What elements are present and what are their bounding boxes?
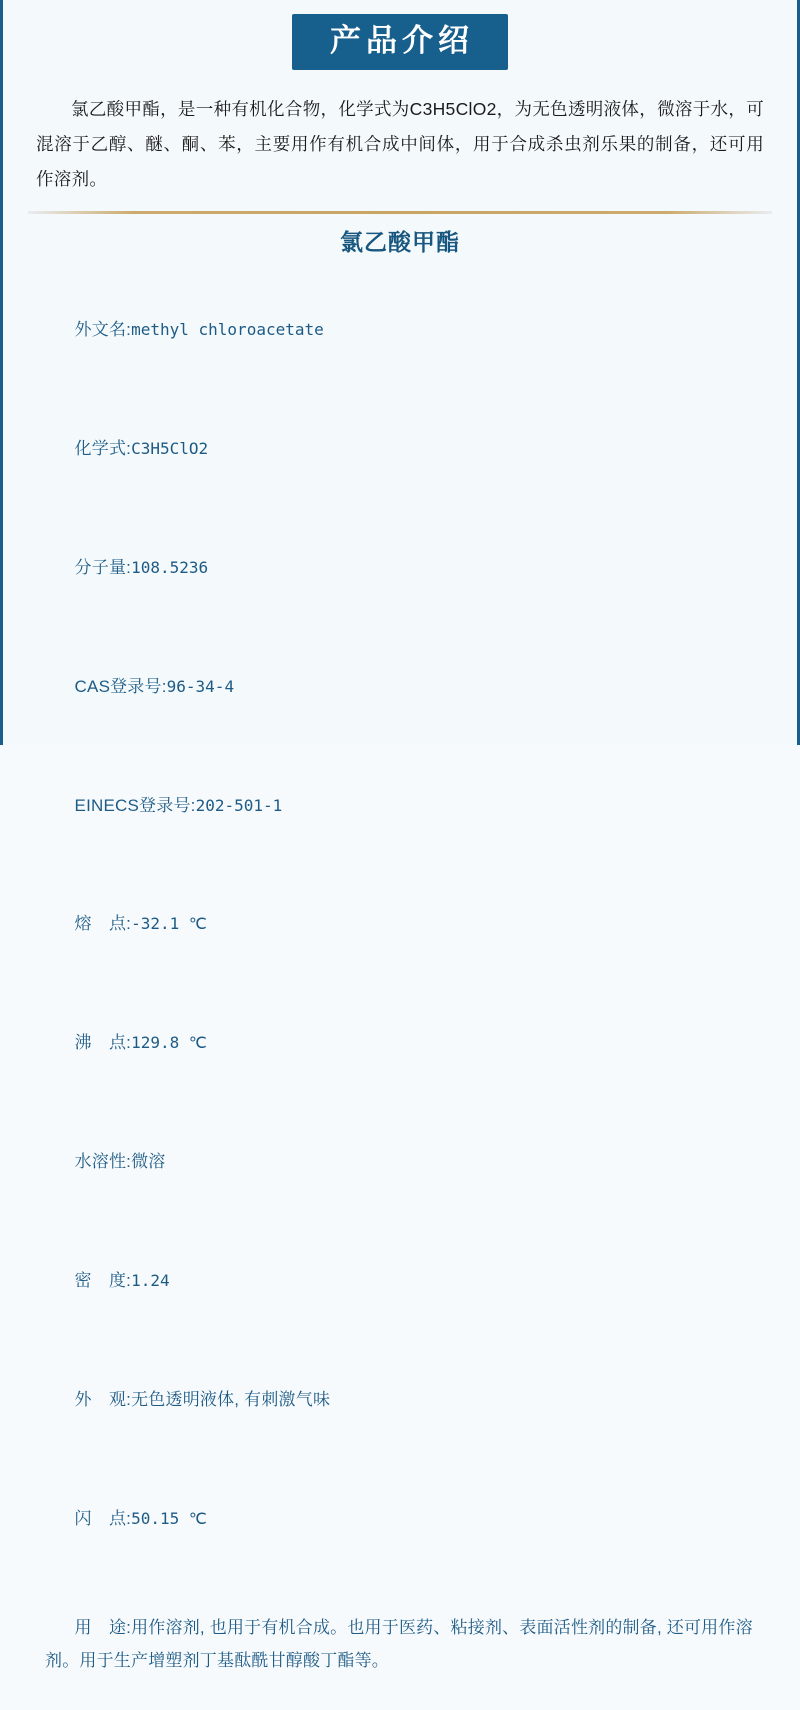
spec-item-appearance: [45, 1340, 755, 1459]
spec-separator: :: [126, 439, 132, 459]
spec-separator: :: [190, 795, 196, 815]
spec-item-density: [45, 1221, 755, 1340]
spec-item-foreign-name: [45, 271, 755, 390]
spec-value: -32.1 ℃: [131, 914, 207, 934]
spec-item-einecs-number: [45, 746, 755, 865]
spec-value: 108.5236: [131, 557, 209, 577]
product-name-heading: 氯乙酸甲酯: [340, 228, 460, 255]
spec-item-usage: [45, 1578, 755, 1710]
spec-separator: :: [126, 1617, 132, 1637]
spec-value: 129.8 ℃: [131, 1033, 207, 1053]
spec-label: 外 观: [74, 1389, 127, 1409]
spec-label: 外文名: [74, 320, 127, 340]
page-title-area: [0, 0, 800, 70]
spec-separator: :: [126, 320, 132, 340]
spec-label: EINECS登录号: [74, 795, 191, 815]
gold-divider: [28, 211, 772, 214]
spec-label: 闪 点: [74, 1508, 127, 1528]
spec-value: 1.24: [131, 1270, 170, 1290]
spec-separator: :: [161, 676, 167, 696]
spec-value: methyl chloroacetate: [131, 320, 324, 340]
spec-label: 密 度: [74, 1270, 127, 1290]
spec-list: [45, 271, 755, 1710]
spec-label: CAS登录号: [74, 676, 162, 696]
spec-item-melting-point: [45, 865, 755, 984]
spec-label: 分子量: [74, 557, 127, 577]
spec-item-water-solubility: [45, 1102, 755, 1221]
spec-value: 96-34-4: [166, 676, 235, 696]
spec-item-cas-number: [45, 627, 755, 746]
spec-label: 水溶性: [74, 1152, 127, 1172]
spec-value: C3H5ClO2: [131, 439, 209, 459]
left-border-rule: [0, 0, 3, 745]
spec-item-formula: [45, 389, 755, 508]
intro-paragraph: 氯乙酸甲酯，是一种有机化合物，化学式为C3H5ClO2，为无色透明液体，微溶于水，可混溶于乙醇、醚、酮、苯，主要用作有机合成中间体，用于合成杀虫剂乐果的制备，还可用作溶剂。: [36, 98, 764, 189]
spec-separator: :: [126, 1152, 132, 1172]
spec-separator: :: [126, 1270, 132, 1290]
spec-item-boiling-point: [45, 984, 755, 1103]
spec-label: 化学式: [74, 439, 127, 459]
spec-separator: :: [126, 557, 132, 577]
spec-value: 微溶: [131, 1152, 166, 1172]
spec-value: 202-501-1: [195, 795, 283, 815]
spec-value: 50.15 ℃: [131, 1508, 207, 1528]
spec-label: 沸 点: [74, 1033, 127, 1053]
page-title: 产品介绍: [292, 14, 508, 70]
spec-label: 熔 点: [74, 914, 127, 934]
spec-label: 用 途: [74, 1617, 127, 1637]
spec-separator: :: [126, 1508, 132, 1528]
spec-value: 用作溶剂, 也用于有机合成。也用于医药、粘接剂、表面活性剂的制备, 还可用作溶剂。用于生产增塑剂丁基酞酰甘醇酸丁酯等。: [45, 1617, 753, 1671]
spec-separator: :: [126, 914, 132, 934]
spec-value: 无色透明液体, 有刺激气味: [131, 1389, 331, 1409]
spec-item-molecular-weight: [45, 508, 755, 627]
spec-item-flash-point: [45, 1459, 755, 1578]
spec-separator: :: [126, 1033, 132, 1053]
spec-separator: :: [126, 1389, 132, 1409]
